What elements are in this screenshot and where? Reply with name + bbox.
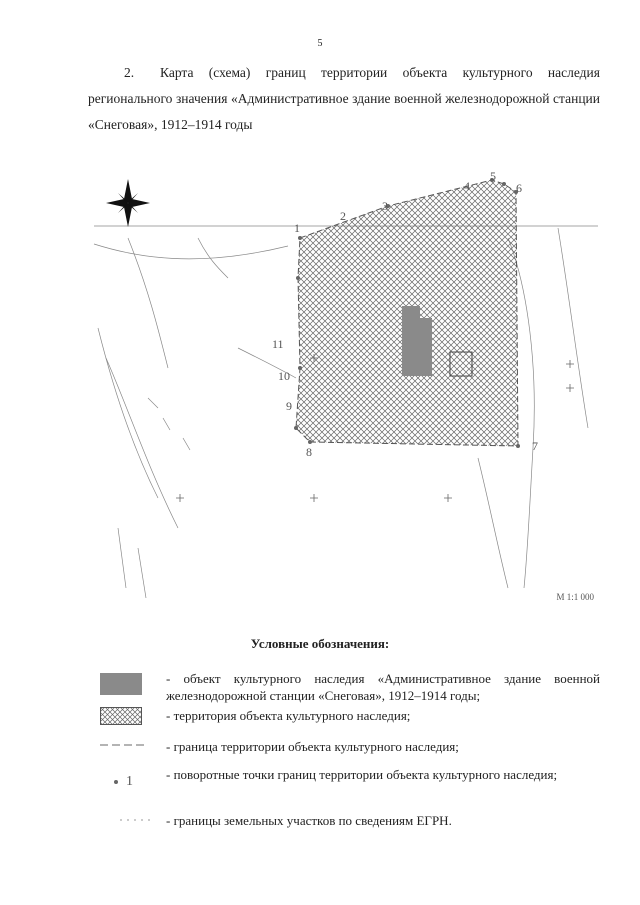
page-number: 5 <box>317 38 323 49</box>
turning-point-icon <box>114 774 133 790</box>
point-label-10: 10 <box>278 369 290 383</box>
section-number: 2. <box>124 65 135 80</box>
point-label-6: 6 <box>516 181 522 195</box>
legend-text-points: - поворотные точки границ территории объекта культурного наследия; <box>166 767 558 782</box>
legend-text-boundary: - граница территории объекта культурного наследия; <box>166 739 459 754</box>
point-label-9: 9 <box>286 399 292 413</box>
legend-text-object: - объект культурного наследия «Административное здание военной железнодорожной станции «Снеговая», 1912–1914 годы; <box>166 671 600 703</box>
point-label-5: 5 <box>490 169 496 183</box>
object-swatch-icon <box>100 673 142 695</box>
point-label-11: 11 <box>272 337 284 351</box>
point-label-7: 7 <box>532 439 538 453</box>
legend-text-land-plots: - границы земельных участков по сведениям ЕГРН. <box>166 813 452 828</box>
point-label-4: 4 <box>464 179 470 193</box>
land-plot-boundary-icon <box>120 818 150 822</box>
point-label-3: 3 <box>382 199 388 213</box>
map-scale: М 1:1 000 <box>556 592 594 602</box>
section-title: Карта (схема) границ территории объекта культурного наследия регионального значения «Административное здание военной железнодорожной станции «Снеговая», 1912–1914 годы <box>88 65 600 132</box>
point-label-1: 1 <box>294 221 300 235</box>
legend-item-points <box>100 766 600 802</box>
legend-item-territory <box>100 706 600 728</box>
legend-title: Условные обозначения: <box>250 636 390 651</box>
legend-item-boundary <box>100 738 600 758</box>
legend-item-object <box>100 670 600 706</box>
turning-point-sample-label: 1 <box>126 774 133 789</box>
legend-item-land-plots <box>100 812 600 832</box>
dashed-boundary-icon <box>100 742 148 748</box>
legend-text-territory: - территория объекта культурного наследия; <box>166 708 411 723</box>
point-label-8: 8 <box>306 445 312 459</box>
north-arrow-icon <box>106 179 150 227</box>
territory-swatch-icon <box>100 707 142 725</box>
section-heading <box>88 60 600 138</box>
boundary-map <box>88 168 600 608</box>
point-label-2: 2 <box>340 209 346 223</box>
